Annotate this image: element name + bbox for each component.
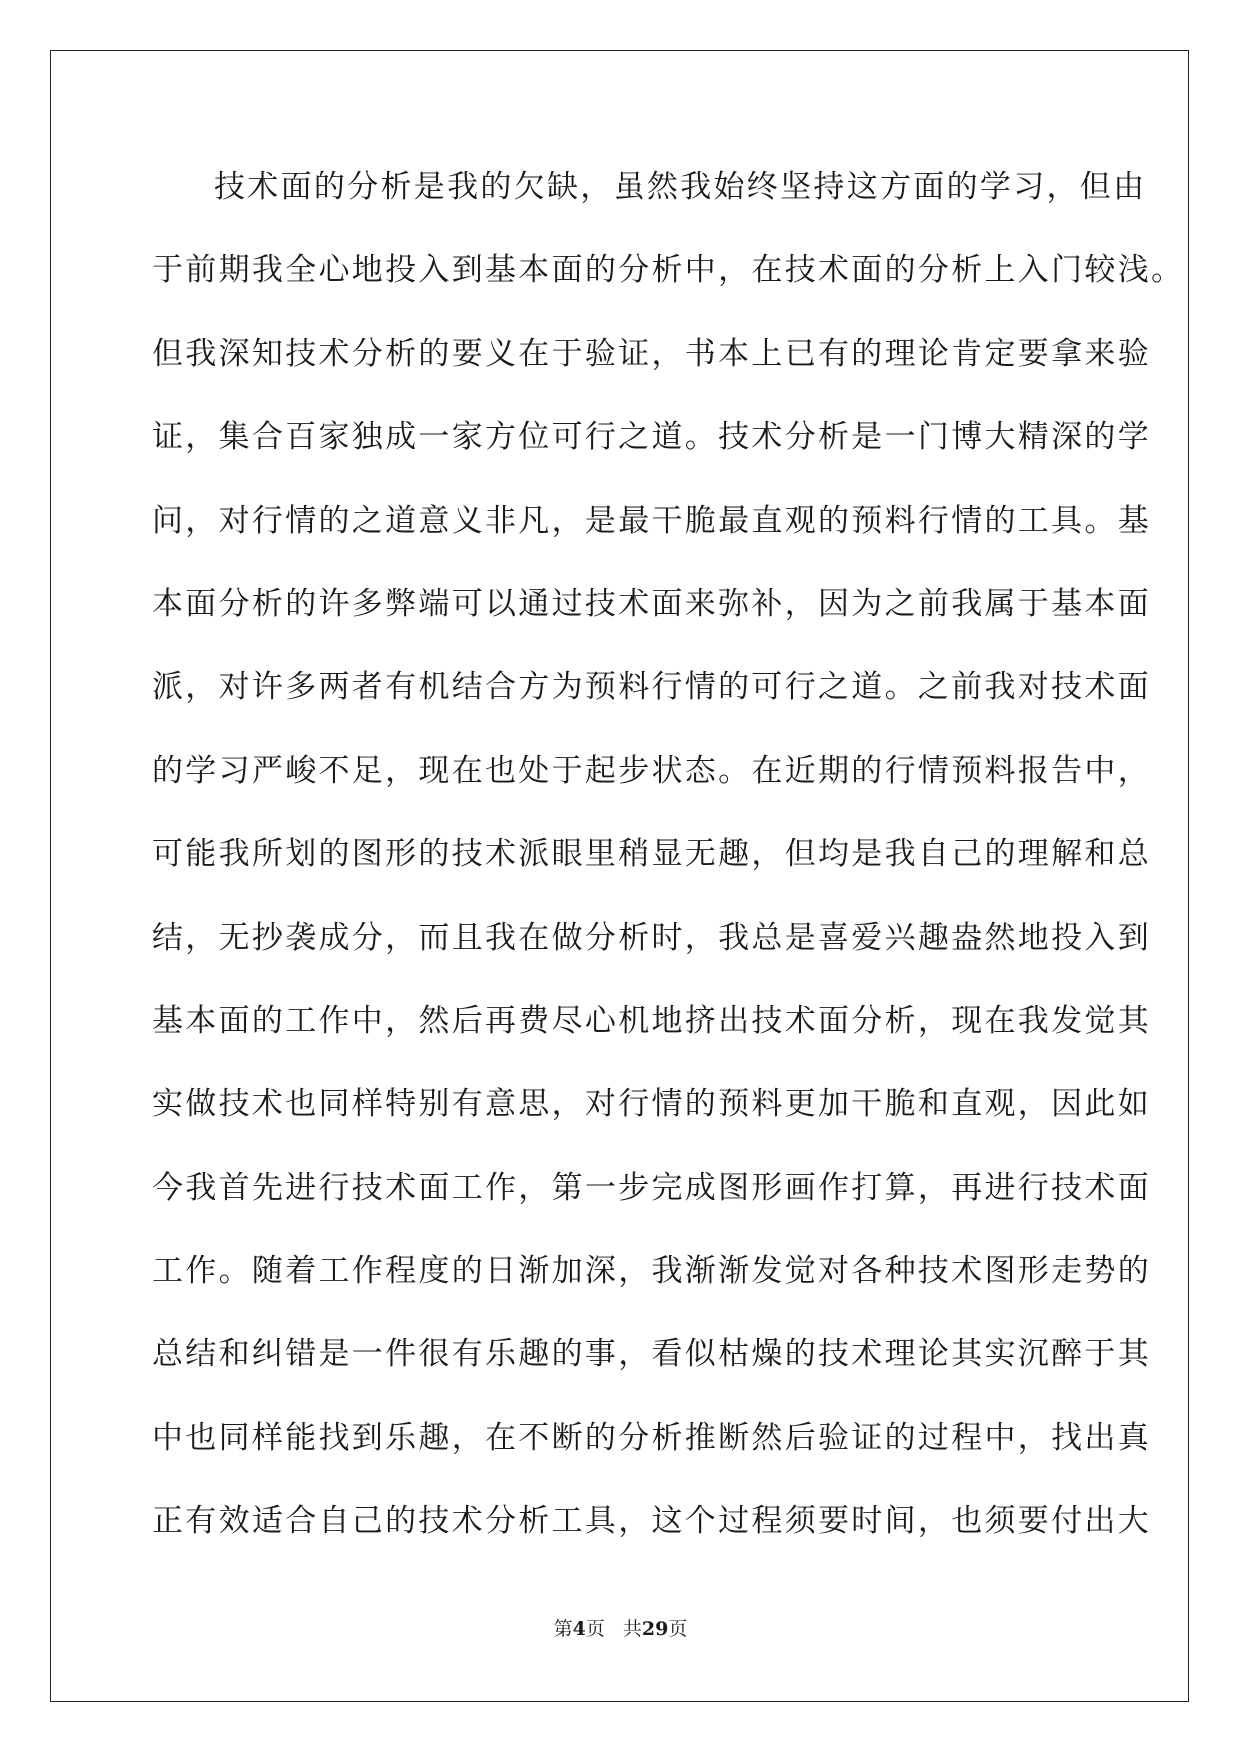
body-text	[152, 162, 1185, 1580]
text-line: 结，无抄袭成分，而且我在做分析时，我总是喜爱兴趣盎然地投入到	[152, 919, 1151, 956]
text-line: 今我首先进行技术面工作，第一步完成图形画作打算，再进行技术面	[152, 1169, 1151, 1206]
total-suffix: 页	[668, 1618, 688, 1640]
text-line: 正有效适合自己的技术分析工具，这个过程须要时间，也须要付出大	[152, 1503, 1151, 1540]
total-pages: 29	[641, 1618, 669, 1640]
text-line: 基本面的工作中，然后再费尽心机地挤出技术面分析，现在我发觉其	[152, 1002, 1151, 1039]
text-line: 技术面的分析是我的欠缺，虽然我始终坚持这方面的学习，但由	[214, 169, 1147, 205]
text-line: 于前期我全心地投入到基本面的分析中，在技术面的分析上入门较浅。	[152, 252, 1185, 289]
page-suffix: 页	[585, 1618, 605, 1640]
text-line: 证，集合百家独成一家方位可行之道。技术分析是一门博大精深的学	[152, 419, 1151, 456]
text-line: 派，对许多两者有机结合方为预料行情的可行之道。之前我对技术面	[152, 669, 1151, 706]
text-line: 的学习严峻不足，现在也处于起步状态。在近期的行情预料报告中，	[152, 752, 1151, 789]
page-footer	[0, 1614, 1241, 1641]
text-line: 工作。随着工作程度的日渐加深，我渐渐发觉对各种技术图形走势的	[152, 1253, 1151, 1290]
page-number: 4	[572, 1618, 586, 1640]
text-line: 总结和纠错是一件很有乐趣的事，看似枯燥的技术理论其实沉醉于其	[152, 1336, 1151, 1373]
text-line: 中也同样能找到乐趣，在不断的分析推断然后验证的过程中，找出真	[152, 1419, 1151, 1456]
page-prefix: 第	[553, 1618, 573, 1640]
text-line: 本面分析的许多弊端可以通过技术面来弥补，因为之前我属于基本面	[152, 585, 1151, 622]
text-line: 实做技术也同样特别有意思，对行情的预料更加干脆和直观，因此如	[152, 1086, 1151, 1123]
text-line: 问，对行情的之道意义非凡，是最干脆最直观的预料行情的工具。基	[152, 502, 1151, 539]
total-prefix: 共	[622, 1618, 642, 1640]
text-line: 可能我所划的图形的技术派眼里稍显无趣，但均是我自己的理解和总	[152, 836, 1151, 873]
text-line: 但我深知技术分析的要义在于验证，书本上已有的理论肯定要拿来验	[152, 335, 1151, 372]
